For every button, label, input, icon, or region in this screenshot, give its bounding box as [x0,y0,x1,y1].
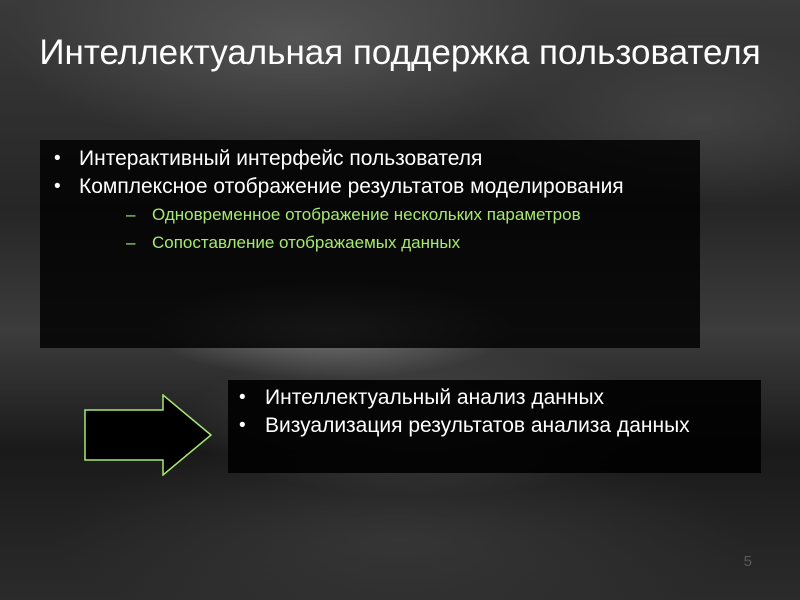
sub-list-item-text: Одновременное отображение нескольких параметров [152,205,581,224]
bullet-icon: • [54,148,61,169]
slide-title: Интеллектуальная поддержка пользователя [39,33,761,72]
sub-list-item [79,232,700,254]
list-item-text: Интерактивный интерфейс пользователя [79,147,483,170]
sub-list-item-text: Сопоставление отображаемых данных [152,233,461,252]
right-arrow-icon [84,394,214,476]
sub-list-item [79,204,700,226]
bullet-list-main [40,140,700,254]
list-item-text: Визуализация результатов анализа данных [265,414,690,437]
content-box-analysis [228,380,761,473]
bullet-icon: • [54,176,61,197]
page-number: 5 [743,553,752,570]
list-item [228,387,761,409]
list-item [40,148,700,170]
list-item-text: Интеллектуальный анализ данных [265,386,605,409]
list-item [228,415,761,437]
list-item [40,176,700,254]
dash-icon: – [126,205,136,224]
bullet-icon: • [239,387,246,408]
bullet-icon: • [239,415,246,436]
sub-list [79,204,700,254]
content-box-main [40,140,700,348]
bullet-list-analysis [228,380,761,437]
list-item-text: Комплексное отображение результатов моделирования [79,175,624,198]
dash-icon: – [126,233,136,252]
